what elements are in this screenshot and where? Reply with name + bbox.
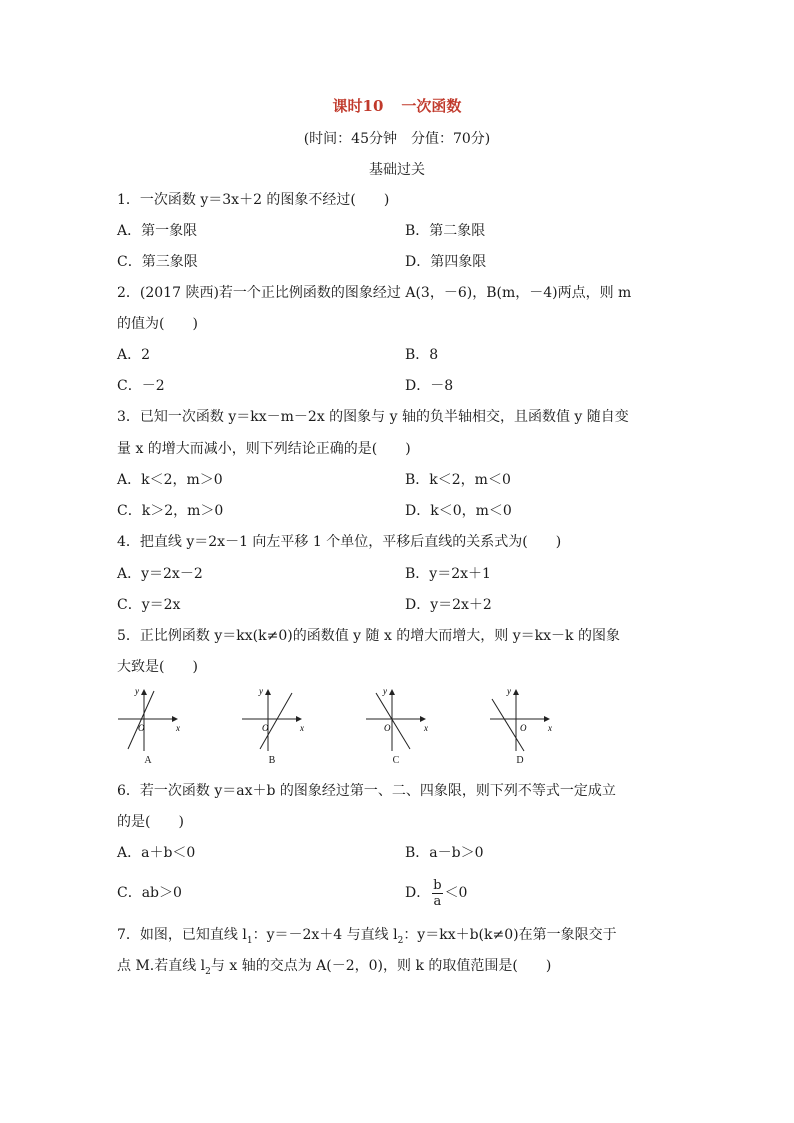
q2-option-d: D．－8 — [405, 378, 454, 394]
subscript-2: 2 — [205, 966, 211, 977]
x-axis-label: x — [548, 723, 552, 733]
q4-option-c: C．y＝2x — [117, 597, 181, 613]
subscript-2: 2 — [397, 935, 404, 946]
origin-label: O — [262, 723, 269, 733]
q3-option-d: D．k＜0，m＜0 — [405, 503, 512, 519]
q7-line1-part3: ：y＝kx＋b(k≠0)在第一象限交于 — [403, 927, 617, 943]
q3-option-a: A．k＜2，m＞0 — [117, 472, 223, 488]
question-7-stem-line2 — [117, 956, 551, 982]
y-axis-arrow — [265, 689, 271, 695]
q7-line1-part1: 7．如图，已知直线 l — [117, 927, 247, 943]
question-3-stem-line2: 量 x 的增大而减小，则下列结论正确的是( ) — [117, 441, 411, 457]
q6-option-b: B．a－b＞0 — [405, 845, 484, 861]
function-line — [128, 691, 154, 749]
lesson-number: 课时10 — [332, 97, 384, 115]
question-4-stem: 4．把直线 y＝2x－1 向左平移 1 个单位，平移后直线的关系式为( ) — [117, 534, 562, 550]
question-5-stem-line1: 5．正比例函数 y＝kx(k≠0)的函数值 y 随 x 的增大而增大，则 y＝kx－k 的图象 — [117, 628, 620, 644]
q5-graph-a-label: A — [144, 755, 152, 766]
y-axis-arrow — [389, 689, 395, 695]
q7-line1-part2: ：y＝－2x＋4 与直线 l — [252, 927, 398, 943]
origin-label: O — [384, 723, 391, 733]
x-axis-arrow — [544, 716, 550, 722]
y-axis-arrow — [141, 689, 147, 695]
question-6-stem-line2: 的是( ) — [117, 814, 184, 830]
y-axis-label: y — [259, 686, 263, 696]
q6-option-d-suffix: ＜0 — [444, 885, 468, 901]
page-title — [0, 95, 794, 116]
q4-option-d: D．y＝2x＋2 — [405, 597, 492, 613]
q2-option-c: C．－2 — [117, 378, 165, 394]
q5-graph-b-label: B — [268, 755, 276, 766]
q3-option-b: B．k＜2，m＜0 — [405, 472, 511, 488]
q4-option-b: B．y＝2x＋1 — [405, 566, 491, 582]
fraction-b-over-a — [432, 878, 442, 909]
section-heading: 基础过关 — [369, 162, 425, 178]
q5-graph-d-label: D — [516, 755, 524, 766]
subscript-1: 1 — [246, 935, 253, 946]
fraction-numerator: b — [433, 877, 442, 893]
lesson-topic: 一次函数 — [401, 97, 462, 115]
q7-line2-part2: 与 x 轴的交点为 A(－2，0)，则 k 的取值范围是( ) — [210, 958, 552, 974]
q2-option-a: A．2 — [117, 347, 151, 363]
x-axis-arrow — [420, 716, 426, 722]
q2-option-b: B．8 — [405, 347, 439, 363]
q6-option-a: A．a＋b＜0 — [117, 845, 196, 861]
q7-line2-part1: 点 M.若直线 l — [117, 958, 206, 974]
x-axis-arrow — [172, 716, 178, 722]
x-axis-label: x — [300, 723, 304, 733]
x-axis-arrow — [296, 716, 302, 722]
y-axis-label: y — [507, 686, 511, 696]
q1-option-b: B．第二象限 — [405, 223, 486, 239]
q1-option-c: C．第三象限 — [117, 254, 198, 270]
q3-option-c: C．k＞2，m＞0 — [117, 503, 224, 519]
origin-label: O — [520, 723, 527, 733]
x-axis-label: x — [176, 723, 180, 733]
question-5-stem-line2: 大致是( ) — [117, 659, 198, 675]
q1-option-a: A．第一象限 — [117, 223, 198, 239]
q6-option-d-prefix: D． — [405, 885, 431, 901]
x-axis-label: x — [424, 723, 428, 733]
fraction-denominator: a — [433, 893, 442, 909]
origin-label: O — [138, 723, 145, 733]
y-axis-label: y — [383, 686, 387, 696]
q6-option-d — [405, 872, 467, 914]
question-7-stem-line1 — [117, 925, 617, 951]
y-axis-label: y — [135, 686, 139, 696]
question-6-stem-line1: 6．若一次函数 y＝ax＋b 的图象经过第一、二、四象限，则下列不等式一定成立 — [117, 783, 616, 799]
function-line — [376, 693, 410, 749]
q4-option-a: A．y＝2x－2 — [117, 566, 203, 582]
q6-option-c: C．ab＞0 — [117, 885, 182, 901]
time-score-info: (时间：45分钟 分值：70分) — [303, 131, 491, 147]
q1-option-d: D．第四象限 — [405, 254, 487, 270]
question-2-stem-line1: 2．(2017 陕西)若一个正比例函数的图象经过 A(3，－6)，B(m，－4)两点，则 m — [117, 285, 632, 301]
question-3-stem-line1: 3．已知一次函数 y＝kx－m－2x 的图象与 y 轴的负半轴相交，且函数值 y 随自变 — [117, 409, 629, 425]
question-2-stem-line2: 的值为( ) — [117, 316, 198, 332]
function-line — [260, 693, 292, 749]
q5-graph-c-label: C — [392, 755, 400, 766]
question-1-stem: 1．一次函数 y＝3x＋2 的图象不经过( ) — [117, 192, 390, 208]
y-axis-arrow — [513, 689, 519, 695]
